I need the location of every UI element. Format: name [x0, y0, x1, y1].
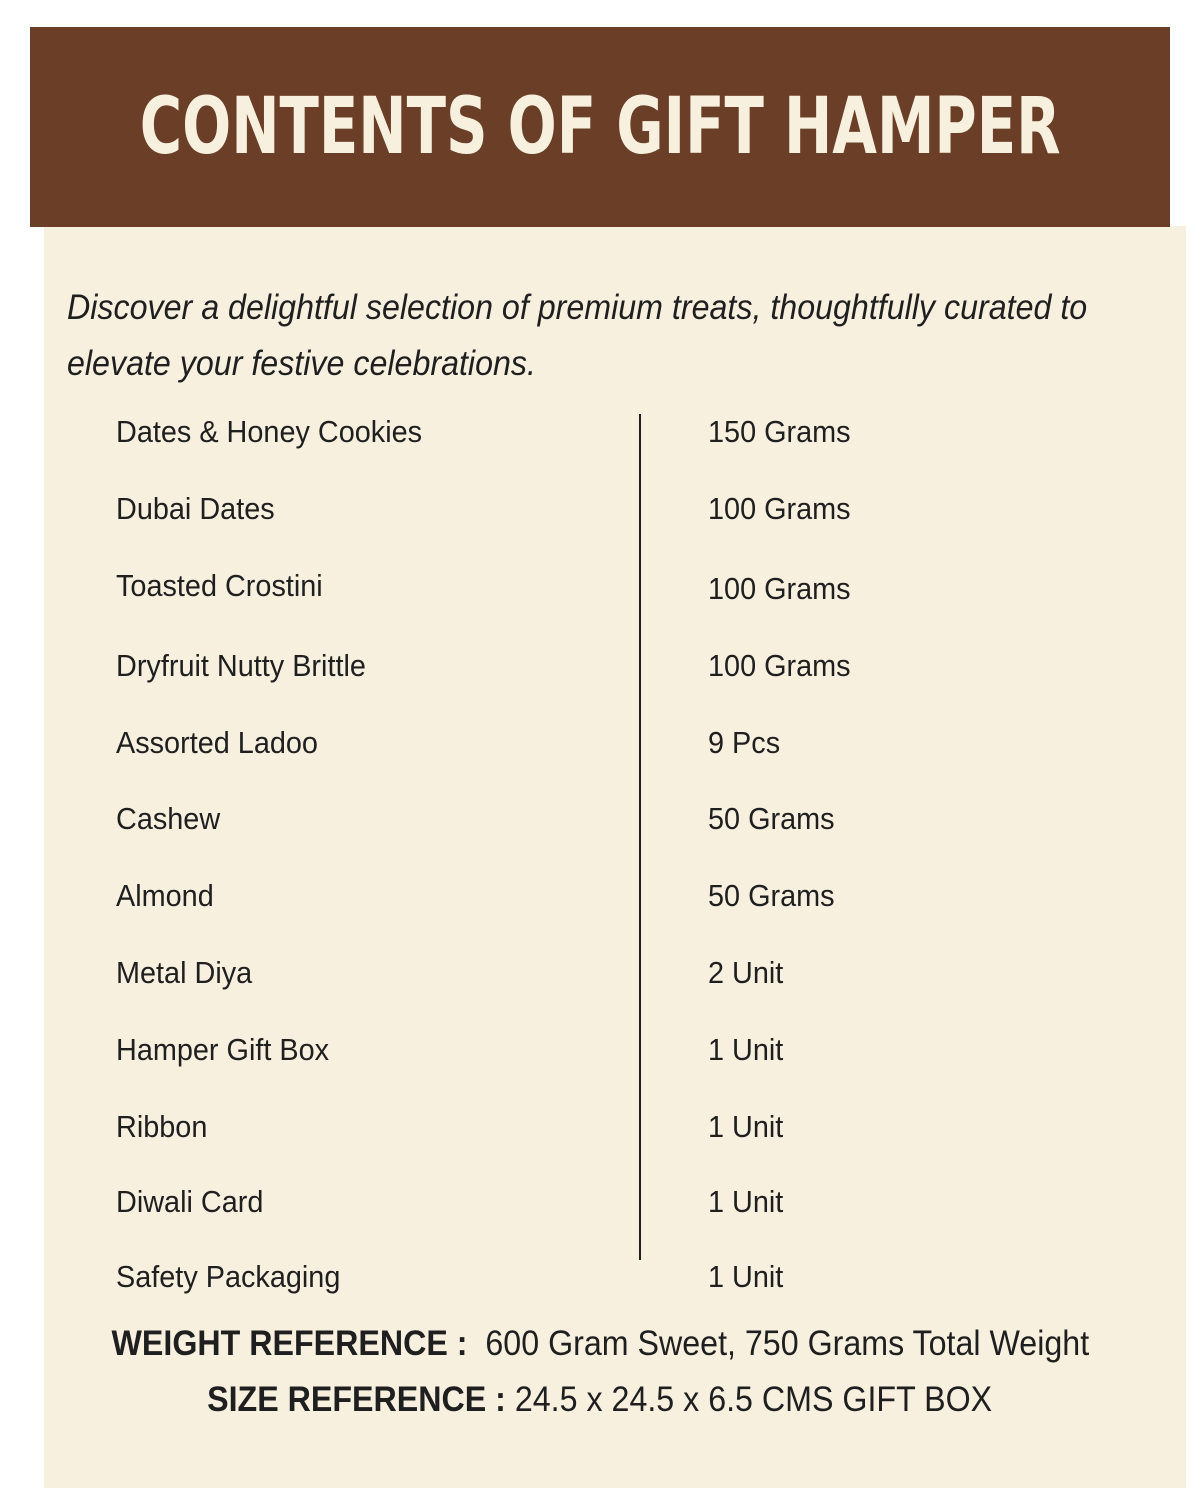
item-quantity: 100 Grams: [708, 491, 851, 526]
item-name: Safety Packaging: [116, 1259, 341, 1294]
intro-text: Discover a delightful selection of premium treats, thoughtfully curated to elevate your festive celebrations.: [67, 288, 1088, 383]
header-band: [30, 27, 1170, 227]
list-item: [0, 646, 1200, 686]
item-quantity: 100 Grams: [708, 571, 851, 606]
list-item: [0, 723, 1200, 763]
size-reference: [0, 1378, 1200, 1422]
page-title: CONTENTS OF GIFT HAMPER: [139, 82, 1061, 172]
item-name: Dryfruit Nutty Brittle: [116, 648, 366, 683]
item-name: Dates & Honey Cookies: [116, 414, 423, 449]
item-name: Dubai Dates: [116, 491, 275, 526]
list-item: [0, 953, 1200, 993]
item-name: Toasted Crostini: [116, 568, 323, 603]
list-item: [0, 876, 1200, 916]
weight-reference-value: 600 Gram Sweet, 750 Grams Total Weight: [485, 1324, 1089, 1363]
item-quantity: 2 Unit: [708, 955, 784, 990]
list-item: [0, 1182, 1200, 1222]
item-quantity: 1 Unit: [708, 1259, 784, 1294]
list-item: [0, 489, 1200, 529]
item-quantity: 1 Unit: [708, 1109, 784, 1144]
item-name: Metal Diya: [116, 955, 253, 990]
item-quantity: 150 Grams: [708, 414, 851, 449]
item-quantity: 50 Grams: [708, 801, 835, 836]
item-name: Cashew: [116, 801, 221, 836]
size-reference-label: SIZE REFERENCE :: [207, 1380, 507, 1419]
item-quantity: 100 Grams: [708, 648, 851, 683]
weight-reference: [0, 1322, 1200, 1366]
list-item: [0, 799, 1200, 839]
item-name: Diwali Card: [116, 1184, 264, 1219]
list-item: [0, 1030, 1200, 1070]
item-name: Almond: [116, 878, 214, 913]
item-quantity: 50 Grams: [708, 878, 835, 913]
item-quantity: 9 Pcs: [708, 725, 781, 760]
list-item: [0, 1107, 1200, 1147]
list-item: [0, 412, 1200, 452]
list-item: [0, 566, 1200, 606]
item-name: Hamper Gift Box: [116, 1032, 330, 1067]
size-reference-value: 24.5 x 24.5 x 6.5 CMS GIFT BOX: [515, 1380, 993, 1419]
item-name: Ribbon: [116, 1109, 208, 1144]
weight-reference-label: WEIGHT REFERENCE :: [111, 1324, 468, 1363]
list-item: [0, 1257, 1200, 1297]
item-quantity: 1 Unit: [708, 1032, 784, 1067]
item-name: Assorted Ladoo: [116, 725, 318, 760]
item-quantity: 1 Unit: [708, 1184, 784, 1219]
